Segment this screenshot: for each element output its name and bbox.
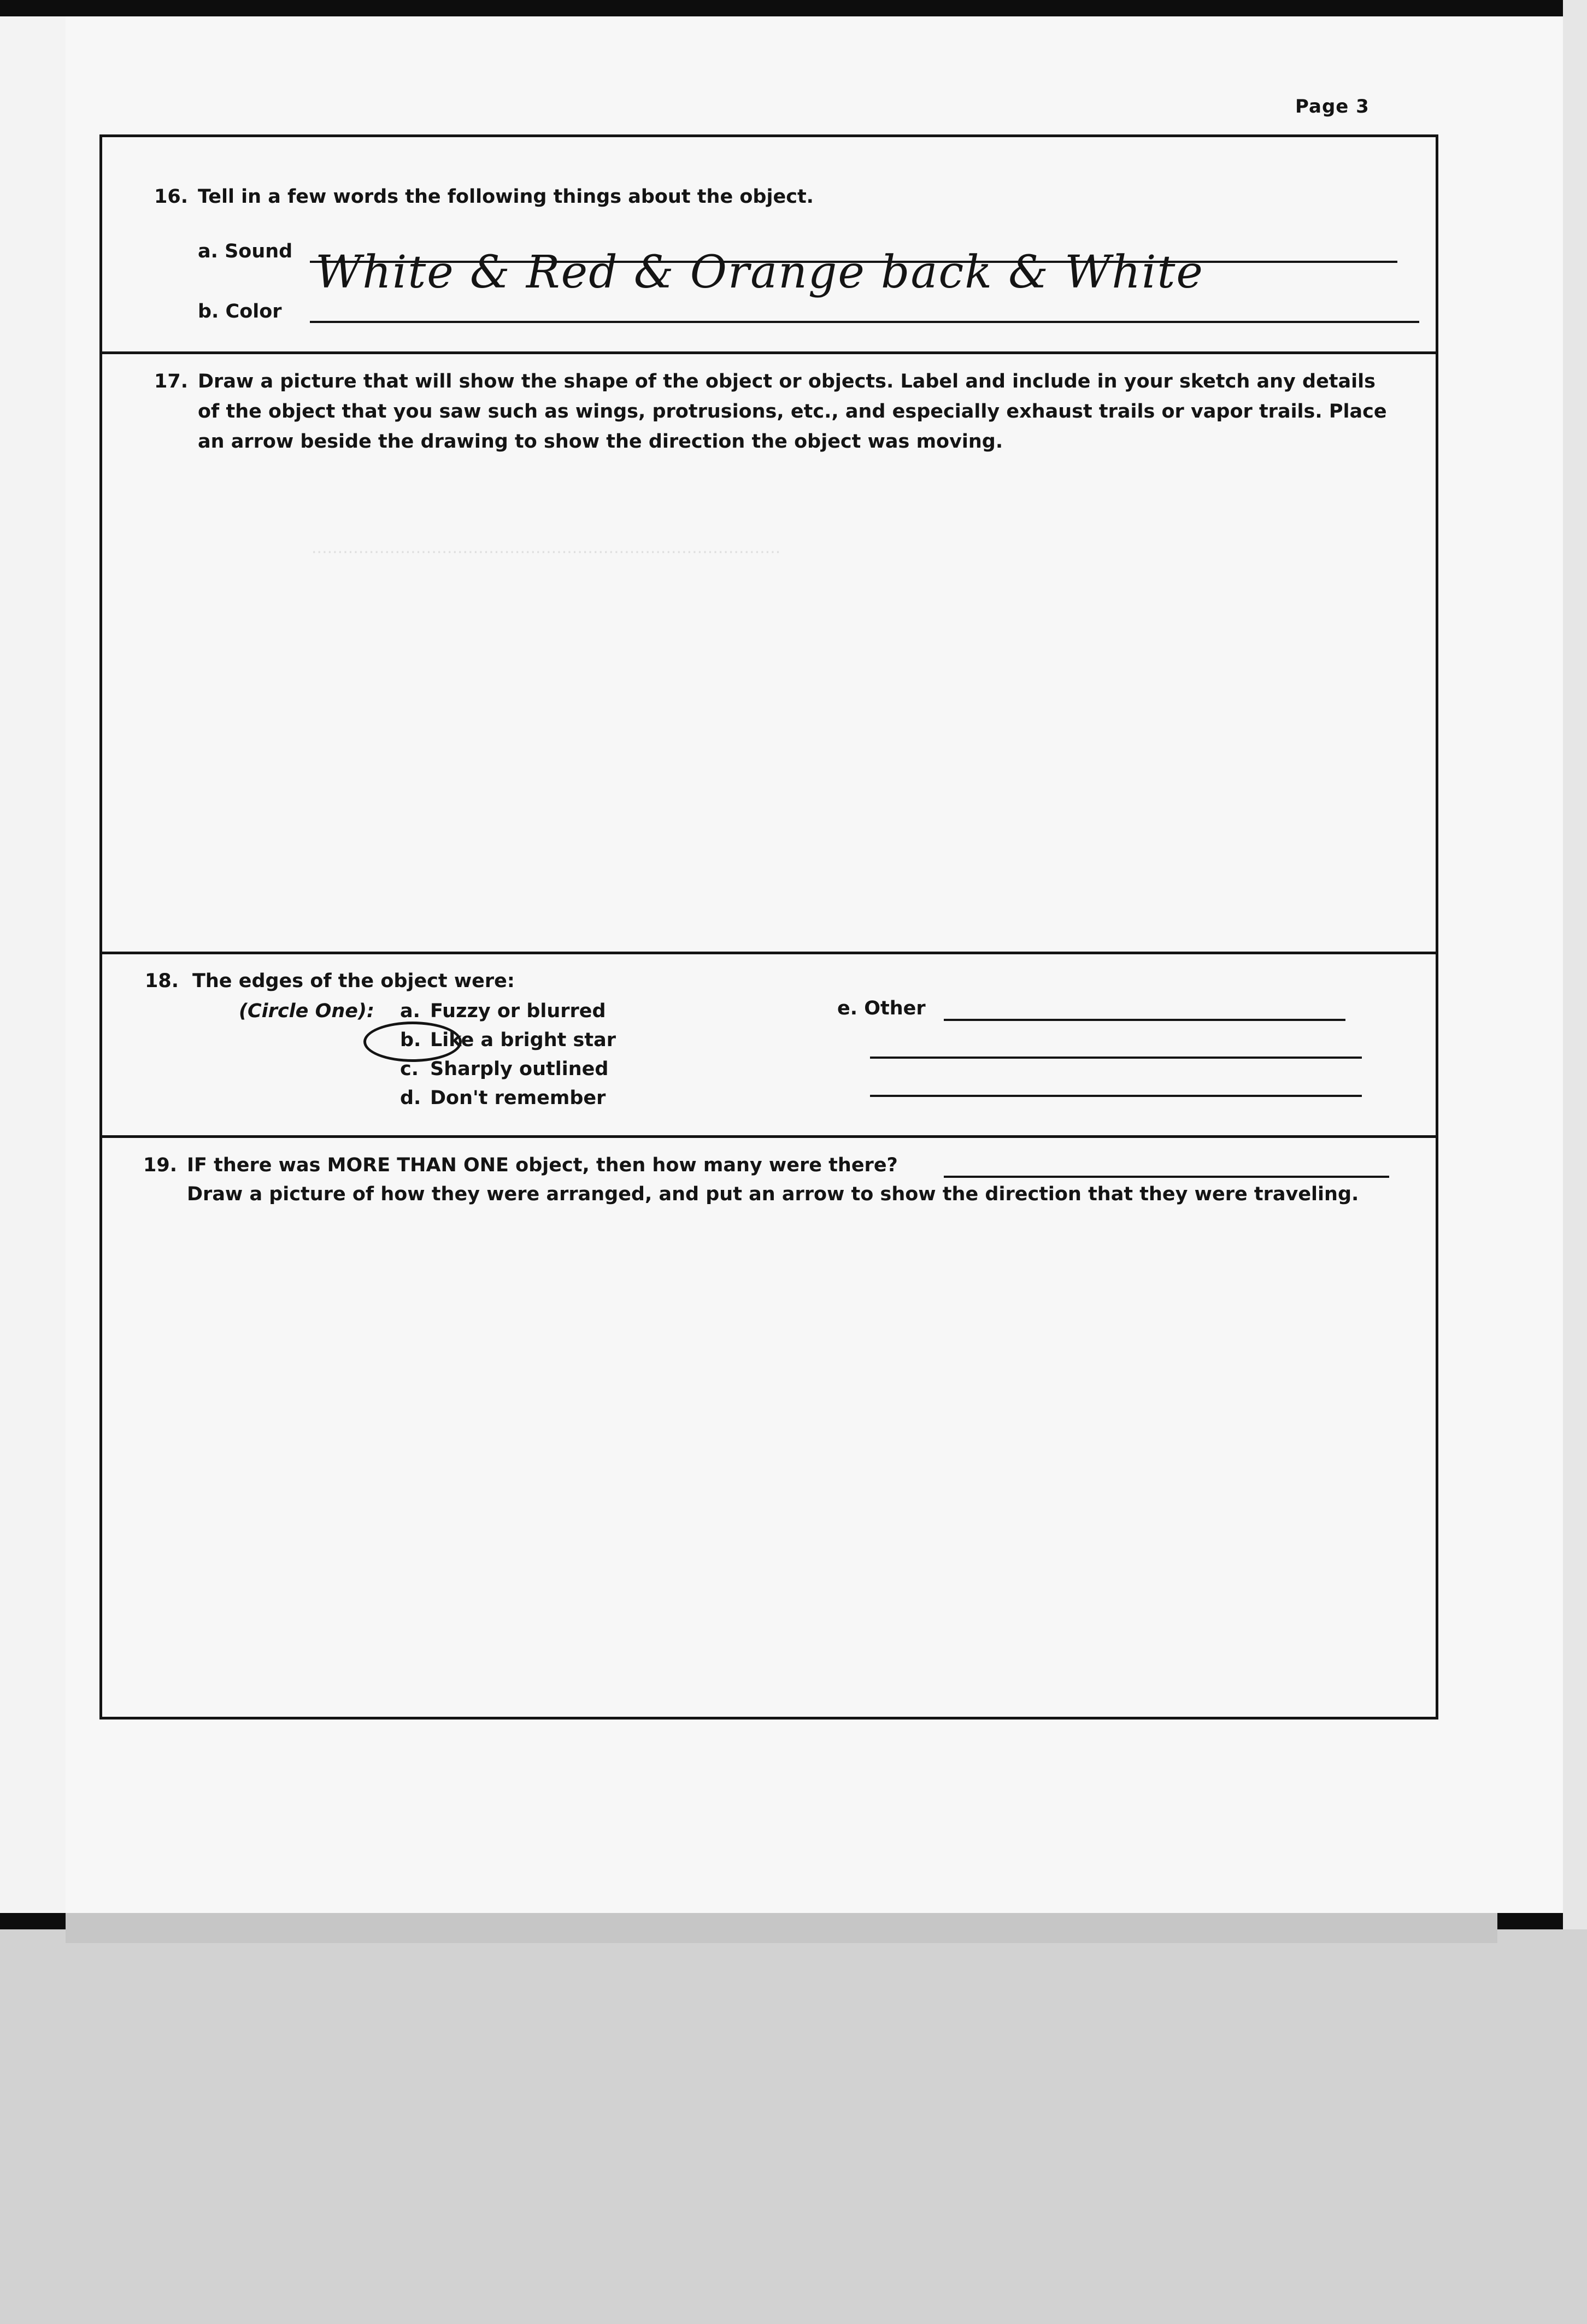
q16-number: 16. xyxy=(154,186,189,208)
divider-17-18 xyxy=(102,952,1436,954)
q18-option-c-letter: c. xyxy=(400,1058,419,1080)
divider-16-17 xyxy=(102,351,1436,354)
object-count-line[interactable] xyxy=(944,1176,1389,1178)
q18-option-d-letter: d. xyxy=(400,1087,421,1109)
q16-sound-label: a. Sound xyxy=(198,240,293,262)
q18-other-label: e. Other xyxy=(837,997,926,1019)
q18-option-b-letter: b. xyxy=(400,1029,421,1051)
q18-option-a[interactable]: Fuzzy or blurred xyxy=(430,1000,606,1022)
q18-number: 18. xyxy=(145,970,179,992)
q19-sketch-area[interactable] xyxy=(143,1219,1389,1700)
other-line-1[interactable] xyxy=(944,1019,1345,1021)
q19-number: 19. xyxy=(143,1154,178,1176)
q18-option-b[interactable]: Like a bright star xyxy=(430,1029,616,1051)
q16-prompt: Tell in a few words the following things about the object. xyxy=(198,186,814,208)
q19-line-2: Draw a picture of how they were arranged, and put an arrow to show the direction that they were traveling. xyxy=(187,1183,1359,1205)
q17-number: 17. xyxy=(154,371,189,392)
q18-option-a-letter: a. xyxy=(400,1000,420,1022)
q16-color-label: b. Color xyxy=(198,301,282,322)
q16-color-handwritten[interactable]: White & Red & Orange back & White xyxy=(315,247,1204,298)
other-line-3[interactable] xyxy=(870,1095,1362,1097)
page-number: Page 3 xyxy=(1295,96,1369,118)
q17-line-2: of the object that you saw such as wings, protrusions, etc., and especially exhaust trails or vapor trails. Place xyxy=(198,401,1387,422)
form-page xyxy=(0,16,1563,1913)
bleed-through-text: .......................................................................................... xyxy=(311,538,781,557)
color-answer-line xyxy=(310,321,1419,323)
q18-prompt: The edges of the object were: xyxy=(192,970,515,992)
q17-line-1: Draw a picture that will show the shape of the object or objects. Label and include in your sketch any details xyxy=(198,371,1376,392)
questionnaire-box xyxy=(99,134,1438,1719)
q17-line-3: an arrow beside the drawing to show the direction the object was moving. xyxy=(198,431,1003,453)
q18-option-c[interactable]: Sharply outlined xyxy=(430,1058,609,1080)
q17-sketch-area[interactable] xyxy=(154,465,1384,1044)
other-line-2[interactable] xyxy=(870,1057,1362,1059)
scan-border-bottom xyxy=(0,1929,1587,2324)
q18-circle-instruction: (Circle One): xyxy=(239,1000,375,1022)
q19-line-1: IF there was MORE THAN ONE object, then how many were there? xyxy=(187,1154,898,1176)
q18-option-d[interactable]: Don't remember xyxy=(430,1087,606,1109)
divider-18-19 xyxy=(102,1135,1436,1138)
